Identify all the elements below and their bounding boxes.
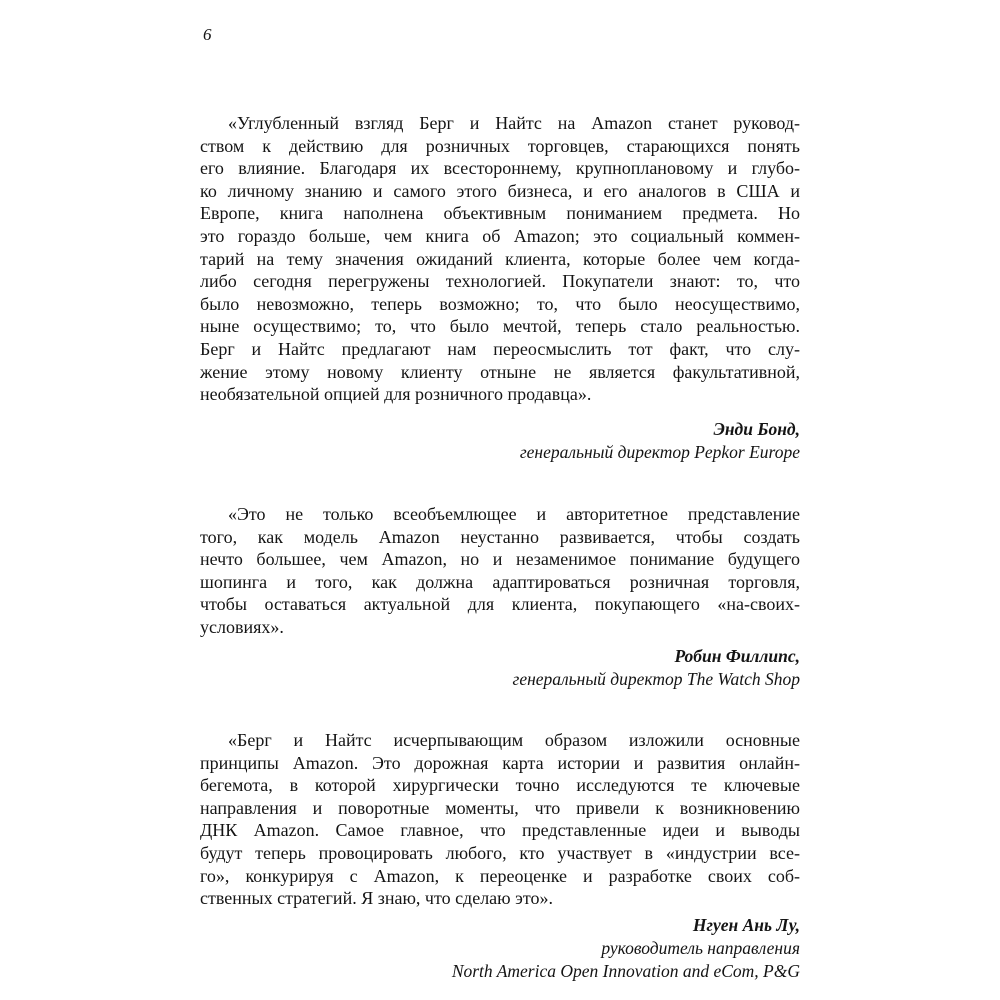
attribution-name: Нгуен Ань Лу, [692,915,800,935]
quote-attribution [200,914,800,983]
quote-line: «Это не только всеобъемлющее и авторитетное представление [228,504,800,524]
quote-line: «Берг и Найтс исчерпывающим образом изложили основные [228,730,800,750]
attribution-role: генеральный директор The Watch Shop [512,669,800,689]
quote-line: ко личному знанию и самого этого бизнеса, и его аналогов в США и [200,180,800,201]
quote-line: принципы Amazon. Это дорожная карта истории и развития онлайн- [200,752,800,773]
quote-line: Европе, книга наполнена объективным пониманием предмета. Но [200,203,800,224]
quote-line: будут теперь провоцировать любого, кто участвует в «индустрии все- [200,842,800,863]
quote-attribution [200,645,800,691]
quote-line: необязательной опцией для розничного продавца». [200,384,592,405]
quote-line: это гораздо больше, чем книга об Amazon; это социальный коммен- [200,225,800,246]
quote-line: ством к действию для розничных торговцев, старающихся понять [200,135,800,156]
quote-line: ныне осуществимо; то, что было мечтой, теперь стало реальностью. [200,316,800,337]
quote-paragraph [200,729,800,910]
quote-line: либо сегодня перегружены технологией. Покупатели знают: то, что [200,271,800,292]
attribution-role: North America Open Innovation and eCom, P&G [451,961,800,981]
attribution-role: генеральный директор Pepkor Europe [519,442,800,462]
quote-line: нечто большее, чем Amazon, но и незаменимое понимание будущего [200,549,800,570]
quote-line: тарий на тему значения ожиданий клиента, которые более чем когда- [200,248,800,269]
quote-line: Берг и Найтс предлагают нам переосмыслить тот факт, что слу- [200,338,800,359]
quote-line: ственных стратегий. Я знаю, что сделаю это». [200,888,553,909]
quote-line: го», конкурируя с Amazon, к переоценке и разработке своих соб- [200,865,800,886]
quote-line: его влияние. Благодаря их всестороннему, крупноплановому и глубо- [200,158,800,179]
attribution-name: Энди Бонд, [713,419,800,439]
quote-line: чтобы оставаться актуальной для клиента, покупающего «на-своих- [200,594,800,615]
quote-attribution [200,418,800,464]
attribution-name: Робин Филлипс, [674,646,800,666]
quote-line: направления и поворотные моменты, что привели к возникновению [200,797,800,818]
attribution-role: руководитель направления [601,938,800,958]
quote-line: условиях». [200,616,284,637]
quote-line: ДНК Amazon. Самое главное, что представленные идеи и выводы [200,820,800,841]
quote-line: того, как модель Amazon неустанно развивается, чтобы создать [200,526,800,547]
quote-line: было невозможно, теперь возможно; то, что было неосуществимо, [200,293,800,314]
quote-line: жение этому новому клиенту отныне не является факультативной, [200,361,800,382]
quote-line: шопинга и того, как должна адаптироваться розничная торговля, [200,571,800,592]
quote-paragraph [200,503,800,639]
page-number: 6 [203,25,212,44]
quote-line: бегемота, в которой хирургически точно исследуются те ключевые [200,775,800,796]
quote-paragraph [200,112,800,406]
quote-line: «Углубленный взгляд Берг и Найтс на Amazon станет руковод- [228,113,800,133]
